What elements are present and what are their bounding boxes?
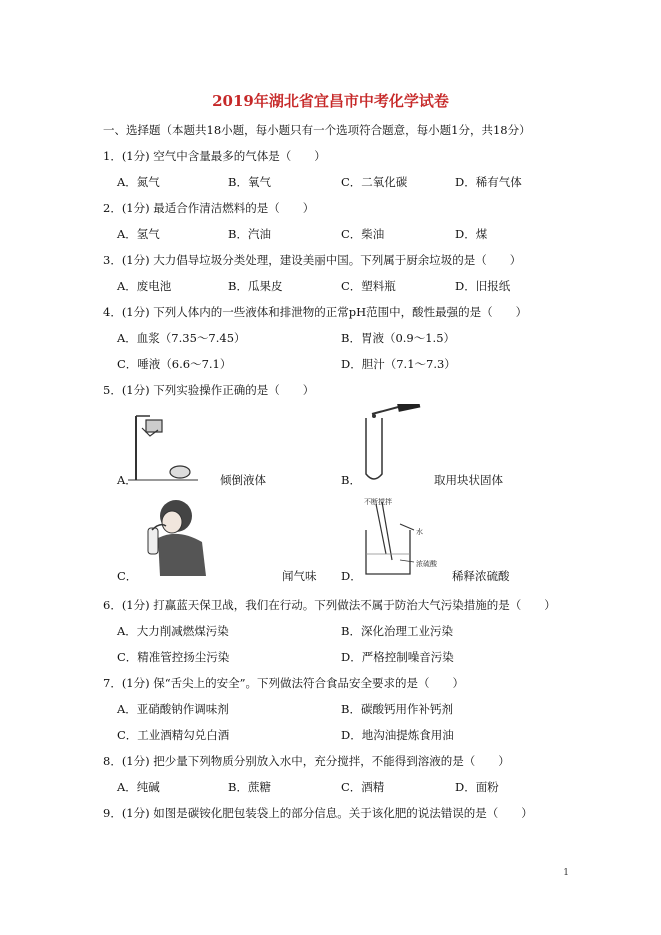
- q3-option-d: D．旧报纸: [455, 279, 511, 293]
- q3-option-a: A．废电池: [117, 279, 172, 293]
- q3-option-c: C．塑料瓶: [341, 279, 396, 293]
- q8-option-a: A．纯碱: [117, 780, 160, 794]
- q7-option-c: C．工业酒精勾兑白酒: [117, 728, 230, 742]
- q6-option-d: D．严格控制噪音污染: [341, 650, 454, 664]
- q2-option-b: B．汽油: [228, 227, 271, 241]
- q5-caption-b: 取用块状固体: [434, 473, 503, 487]
- q5-caption-d: 稀释浓硫酸: [452, 569, 510, 583]
- q1-option-b: B．氧气: [228, 175, 271, 189]
- page-title: 2019年湖北省宜昌市中考化学试卷: [212, 92, 449, 110]
- question-5: 5．(1分) 下列实验操作正确的是（ ）: [103, 383, 315, 397]
- q7-option-a: A．亚硝酸钠作调味剂: [117, 702, 229, 716]
- question-9: 9．(1分) 如图是碳铵化肥包装袋上的部分信息。关于该化肥的说法错误的是（ ）: [103, 806, 533, 820]
- q4-option-c: C．唾液（6.6～7.1）: [117, 357, 232, 371]
- question-3: 3．(1分) 大力倡导垃圾分类处理，建设美丽中国。下列属于厨余垃圾的是（ ）: [103, 253, 522, 267]
- page-number: 1: [563, 868, 569, 878]
- q6-option-b: B．深化治理工业污染: [341, 624, 453, 638]
- label-conc-acid: 浓硫酸: [416, 560, 437, 568]
- smelling-gas-figure: [138, 498, 210, 578]
- q6-option-a: A．大力削减燃煤污染: [117, 624, 229, 638]
- q2-option-d: D．煤: [455, 227, 488, 241]
- q5-option-d: D．: [341, 569, 362, 583]
- q8-option-d: D．面粉: [455, 780, 499, 794]
- q1-option-a: A．氮气: [117, 175, 160, 189]
- q7-option-d: D．地沟油提炼食用油: [341, 728, 454, 742]
- q3-option-b: B．瓜果皮: [228, 279, 283, 293]
- label-stir: 不断搅拌: [364, 498, 392, 506]
- q5-caption-c: 闻气味: [282, 569, 317, 583]
- question-8: 8．(1分) 把少量下列物质分别放入水中，充分搅拌，不能得到溶液的是（ ）: [103, 754, 510, 768]
- q8-option-c: C．酒精: [341, 780, 385, 794]
- q1-option-c: C．二氧化碳: [341, 175, 408, 189]
- question-7: 7．(1分) 保“舌尖上的安全”。下列做法符合食品安全要求的是（ ）: [103, 676, 465, 690]
- question-2: 2．(1分) 最适合作清洁燃料的是（ ）: [103, 201, 315, 215]
- question-1: 1．(1分) 空气中含量最多的气体是（ ）: [103, 149, 326, 163]
- q4-option-a: A．血浆（7.35～7.45）: [117, 331, 246, 345]
- q2-option-a: A．氢气: [117, 227, 160, 241]
- section-heading: 一、选择题（本题共18小题，每小题只有一个选项符合题意，每小题1分，共18分）: [103, 123, 531, 137]
- q5-caption-a: 倾倒液体: [220, 473, 266, 487]
- q5-option-c: C．: [117, 569, 138, 583]
- q4-option-d: D．胆汁（7.1～7.3）: [341, 357, 456, 371]
- question-4: 4．(1分) 下列人体内的一些液体和排泄物的正常pH范围中，酸性最强的是（ ）: [103, 305, 528, 319]
- q8-option-b: B．蔗糖: [228, 780, 271, 794]
- diluting-acid-figure: [360, 496, 442, 580]
- q5-option-a: A．: [117, 473, 137, 487]
- q2-option-c: C．柴油: [341, 227, 385, 241]
- pouring-liquid-figure: [128, 410, 198, 482]
- q5-option-b: B．: [341, 473, 361, 487]
- test-tube-solid-figure: [358, 404, 428, 484]
- q7-option-b: B．碳酸钙用作补钙剂: [341, 702, 453, 716]
- question-6: 6．(1分) 打赢蓝天保卫战，我们在行动。下列做法不属于防治大气污染措施的是（ ）: [103, 598, 556, 612]
- q4-option-b: B．胃液（0.9～1.5）: [341, 331, 456, 345]
- q6-option-c: C．精准管控扬尘污染: [117, 650, 230, 664]
- q1-option-d: D．稀有气体: [455, 175, 522, 189]
- label-water: 水: [416, 528, 423, 536]
